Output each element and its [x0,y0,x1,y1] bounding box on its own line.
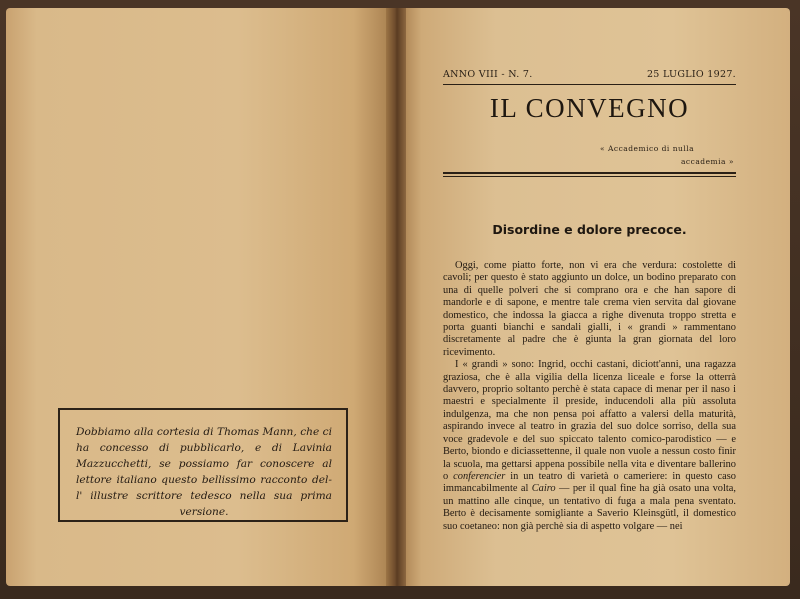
article-body [443,260,736,533]
translation-credit-notice [58,408,348,522]
motto [600,142,740,168]
book-gutter [386,8,406,586]
masthead-double-rule-top [443,172,736,174]
paragraph-text: in un teatro di varietà o cameriere: in questo caso immancabilmente al [443,470,736,495]
paragraph: Oggi, come piatto forte, non vi era che verdura: costolette di cavoli; per questo è stato aggiunto un dolce, un bodino preparato con una di quelle polveri che si comprano ora e che han sapore di mandorle e di sapone, e mentre tale crema vien servita dal giovane domestico, che indossa la giacca a righe divenuta troppo stretta e porta guanti bianchi e sandali gialli, i « grandi » rammentano discretamente al padre che è giunta la gran giornata del loro ricevimento. [443,260,736,358]
paragraph [443,359,736,533]
emphasis-text: conferencier [453,470,506,482]
notice-text: Dobbiamo alla cortesia di Thomas Mann, che ci ha concesso di pubblicarlo, e di Lavinia Mazzucchetti, se possiamo far conoscere al lettore italiano questo bellissimo racconto del-l' illustre scrittore tedesco nella sua prima versione. [76,426,332,518]
motto-line-2: accademia » [680,157,734,166]
paragraph-text: — per il qual fine ha già osato una volta, un mattino alle cinque, un tentativo di fuga a mala pena sventato. Berto è decisamente somigliante a Saverio Kleinsgütl, il domestico suo coetaneo: non già perchè sia di aspetto volgare — nei [443,483,736,532]
masthead-title: IL CONVEGNO [489,93,690,123]
issue-header [443,69,736,80]
paragraph-text: I « grandi » sono: Ingrid, occhi castani, diciott'anni, una ragazza graziosa, che è alla vigilia della licenza liceale e forse la otterrà davvero, proprio soltanto perchè è stata capace di menar per il naso i maestri e specialmente il preside, inducendoli alla più assoluta indulgenza, ma che non pensa poi affatto a valersi della maturità, aspirando invece al teatro in grazia del suo dolce sorriso, della sua voce gradevole e del suo spiccato talento comico-parodistico — e Berto, biondo e diciassettenne, il quale non vuole a nessun costo finir la scuola, ma gettarsi appena possibile nella vita e diventare ballerino o [443,359,736,482]
issue-number: ANNO VIII - N. 7. [443,69,533,80]
header-rule [443,84,736,85]
article-title: Disordine e dolore precoce. [492,222,687,237]
issue-date: 25 LUGLIO 1927. [646,69,736,80]
emphasis-text: Cairo [531,483,556,495]
masthead-double-rule-bottom [443,176,736,177]
motto-line-1: « Accademico di nulla [600,144,695,153]
